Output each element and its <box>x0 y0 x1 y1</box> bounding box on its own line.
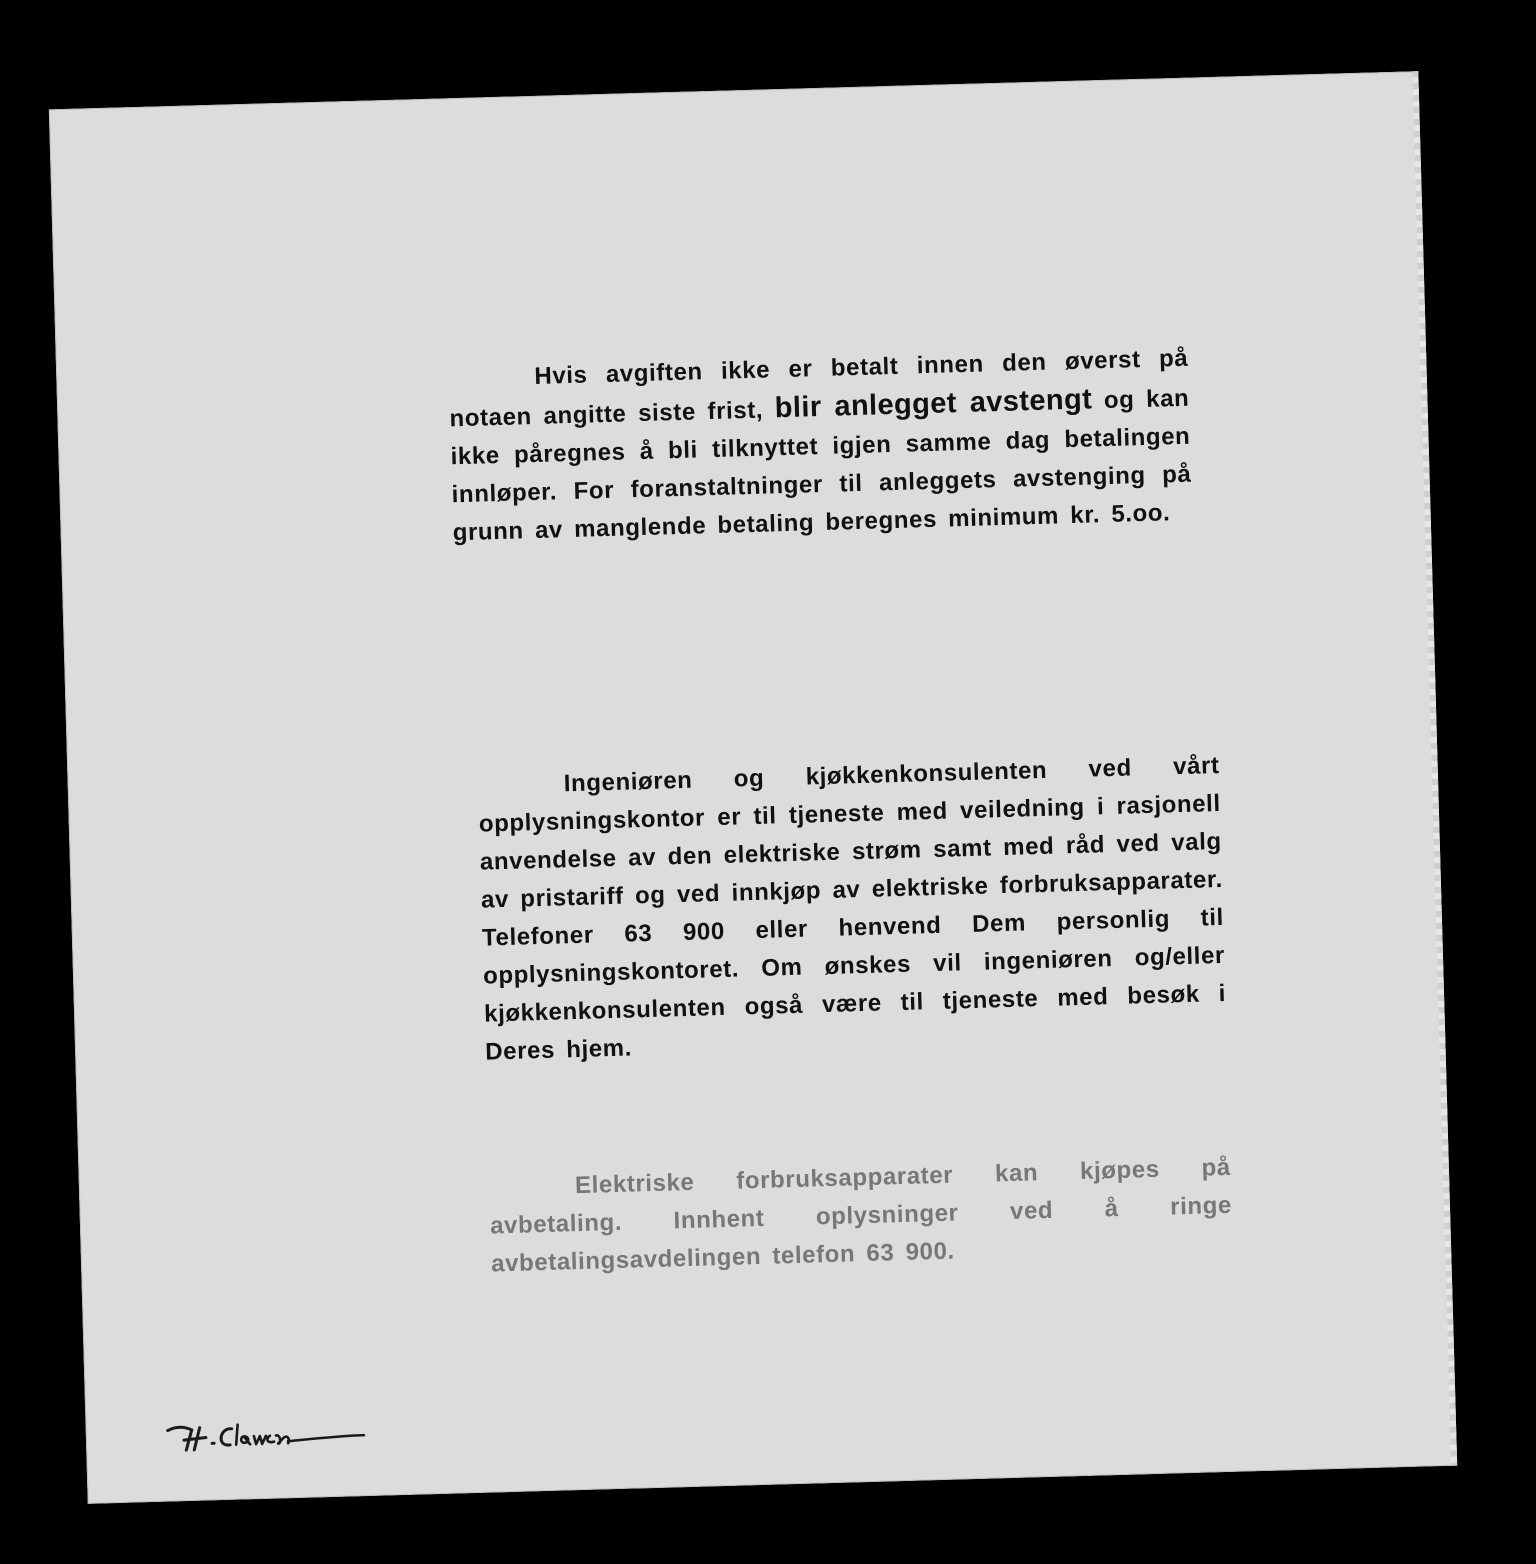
paragraph-payment-notice <box>448 340 1193 553</box>
paper-page <box>49 71 1457 1504</box>
handwritten-signature <box>165 1411 366 1457</box>
payment-notice-emphasis: blir anlegget avstengt <box>774 383 1093 425</box>
paragraph-information-office <box>477 747 1227 1072</box>
installment-purchase-text: Elektriske forbruksapparater kan kjøpes på avbetaling. Innhent oplysninger ved å ringe avbetalingsavdelingen telefon 63 900. <box>489 1153 1233 1278</box>
payment-notice-text-after: og kan ikke påregnes å bli tilknyttet igjen samme dag betalingen innløper. For foranstaltninger til anleggets avstenging på grunn av manglende betaling beregnes minimum kr. 5.oo. <box>450 384 1192 547</box>
indent <box>449 384 535 386</box>
paragraph-installment-purchase <box>489 1149 1234 1284</box>
indent <box>489 1193 575 1195</box>
indent <box>478 791 564 793</box>
payment-notice-text-before: Hvis avgiften ikke er betalt innen den øverst på notaen angitte siste frist, <box>449 344 1189 433</box>
information-office-text: Ingeniøren og kjøkkenkonsulenten ved vårt opplysningskontor er til tjeneste med veiledning i rasjonell anvendelse av den elektriske strøm samt med råd ved valg av pristariff og ved innkjøp av elektriske forbruksapparater. Telefoner 63 900 eller henvend Dem personlig til opplysningskontoret. Om ønskes vil ingeniøren og/eller kjøkkenkonsulenten også være til tjeneste med besøk i Deres hjem. <box>478 751 1227 1066</box>
